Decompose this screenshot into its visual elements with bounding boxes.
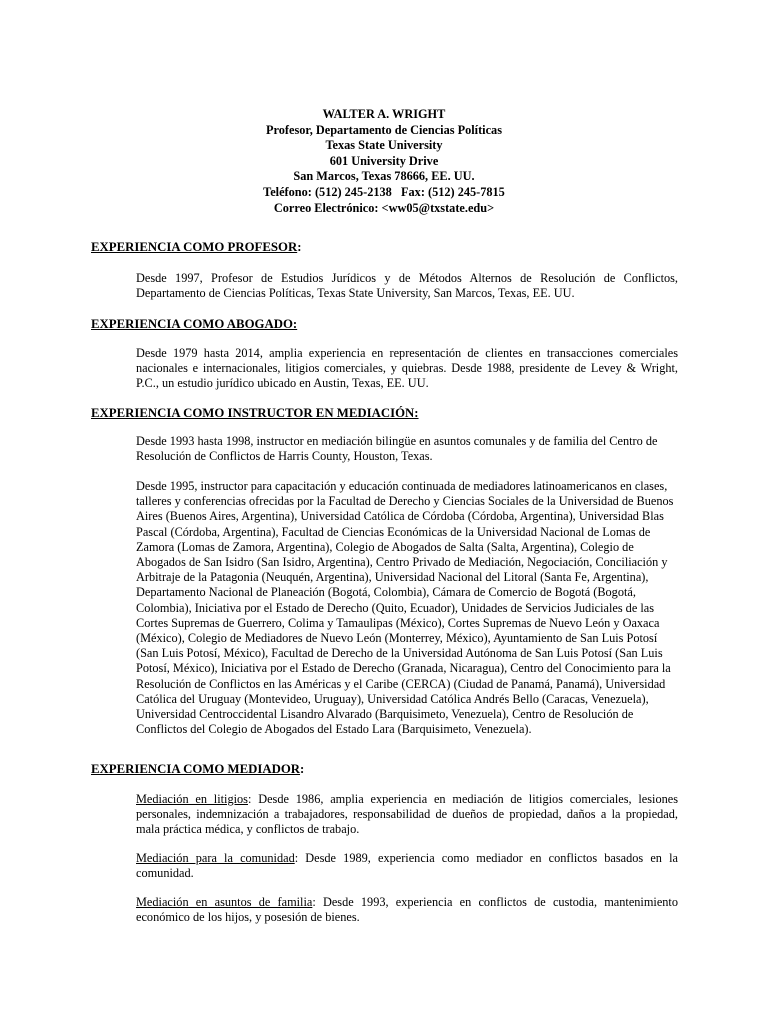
position-title: Profesor, Departamento de Ciencias Políticas bbox=[266, 122, 502, 137]
mediador-item-text: : Desde 1993, experiencia en conflictos de custodia, mantenimiento económico de los hijos, y posesión de bienes. bbox=[136, 895, 678, 925]
section-heading-instructor bbox=[91, 406, 419, 421]
section-heading-mediador-suffix: : bbox=[300, 762, 305, 776]
phone-fax: Teléfono: (512) 245-2138 Fax: (512) 245-7815 bbox=[263, 184, 505, 199]
mediador-item-litigios bbox=[136, 792, 678, 838]
cv-header bbox=[0, 107, 768, 216]
instructor-paragraph-2: Desde 1995, instructor para capacitación y educación continuada de mediadores latinoamericanos en clases, talleres y conferencias ofrecidas por la Facultad de Derecho y Ciencias Sociales de la Universidad de Buenos Aires (Buenos Aires, Argentina), Universidad Católica de Córdoba (Córdoba, Argentina), Universidad Blas Pascal (Córdoba, Argentina), Facultad de Ciencias Económicas de la Universidad Nacional de Lomas de Zamora (Lomas de Zamora, Argentina), Colegio de Abogados de Salta (Salta, Argentina), Colegio de Abogados de San Isidro (San Isidro, Argentina), Centro Privado de Mediación, Negociación, Conciliación y Arbitraje de la Patagonia (Neuquén, Argentina), Universidad Nacional del Litoral (Santa Fe, Argentina), Departamento Nacional de Planeación (Bogotá, Colombia), Cámara de Comercio de Bogotá (Bogotá, Colombia), Iniciativa por el Estado de Derecho (Quito, Ecuador), Unidades de Servicios Judiciales de las Cortes Supremas de Guerrero, Colima y Tamaulipas (México), Cortes Supremas de Nuevo León y Oaxaca (México), Colegio de Mediadores de Nuevo León (Monterrey, México), Ayuntamiento de San Luis Potosí (San Luis Potosí, México), Facultad de Derecho de la Universidad Autónoma de San Luis Potosí (San Luis Potosí, México), Iniciativa por el Estado de Derecho (Granada, Nicaragua), Centro del Conocimiento para la Resolución de Conflictos en las Américas y el Caribe (CERCA) (Ciudad de Panamá, Panamá), Universidad Católica del Uruguay (Montevideo, Uruguay), Universidad Católica Andrés Bello (Caracas, Venezuela), Universidad Centroccidental Lisandro Alvarado (Barquisimeto, Venezuela), Centro de Resolución de Conflictos del Colegio de Abogados del Estado Lara (Barquisimeto, Venezuela). bbox=[136, 479, 674, 737]
mediador-item-text: : Desde 1989, experiencia como mediador en conflictos basados en la comunidad. bbox=[136, 851, 678, 881]
abogado-paragraph: Desde 1979 hasta 2014, amplia experiencia en representación de clientes en transacciones comerciales nacionales e internacionales, litigios comerciales, y quiebras. Desde 1988, presidente de Levey & Wright, P.C., un estudio jurídico ubicado en Austin, Texas, EE. UU. bbox=[136, 346, 678, 391]
section-heading-mediador bbox=[91, 762, 304, 777]
section-heading-abogado-text: EXPERIENCIA COMO ABOGADO: bbox=[91, 317, 298, 331]
street-address: 601 University Drive bbox=[329, 153, 439, 168]
name: WALTER A. WRIGHT bbox=[322, 107, 446, 121]
instructor-paragraph-1: Desde 1993 hasta 1998, instructor en mediación bilingüe en asuntos comunales y de familia del Centro de Resolución de Conflictos de Harris County, Houston, Texas. bbox=[136, 434, 658, 464]
section-heading-profesor-suffix: : bbox=[297, 240, 302, 254]
mediador-item-text: : Desde 1986, amplia experiencia en mediación de litigios comerciales, lesiones personales, indemnización a trabajadores, responsabilidad de dueños de propiedad, daños a la propiedad, mala práctica médica, y conflictos de trabajo. bbox=[136, 792, 678, 837]
mediador-item-familia bbox=[136, 895, 678, 925]
profesor-paragraph: Desde 1997, Profesor de Estudios Jurídicos y de Métodos Alternos de Resolución de Conflictos, Departamento de Ciencias Políticas, Texas State University, San Marcos, Texas, EE. UU. bbox=[136, 271, 678, 301]
section-heading-profesor-text: EXPERIENCIA COMO PROFESOR bbox=[91, 240, 298, 254]
mediador-item-label: Mediación en litigios bbox=[136, 792, 248, 806]
section-heading-instructor-text: EXPERIENCIA COMO INSTRUCTOR EN MEDIACIÓN: bbox=[91, 406, 419, 420]
section-heading-profesor bbox=[91, 240, 301, 255]
section-heading-abogado bbox=[91, 317, 297, 332]
mediador-item-label: Mediación en asuntos de familia bbox=[136, 895, 313, 909]
mediador-item-comunidad bbox=[136, 851, 678, 881]
email: Correo Electrónico: <ww05@txstate.edu> bbox=[273, 200, 495, 215]
city-address: San Marcos, Texas 78666, EE. UU. bbox=[293, 169, 475, 184]
mediador-item-label: Mediación para la comunidad bbox=[136, 851, 295, 865]
section-heading-mediador-text: EXPERIENCIA COMO MEDIADOR bbox=[91, 762, 301, 776]
university: Texas State University bbox=[325, 138, 443, 153]
